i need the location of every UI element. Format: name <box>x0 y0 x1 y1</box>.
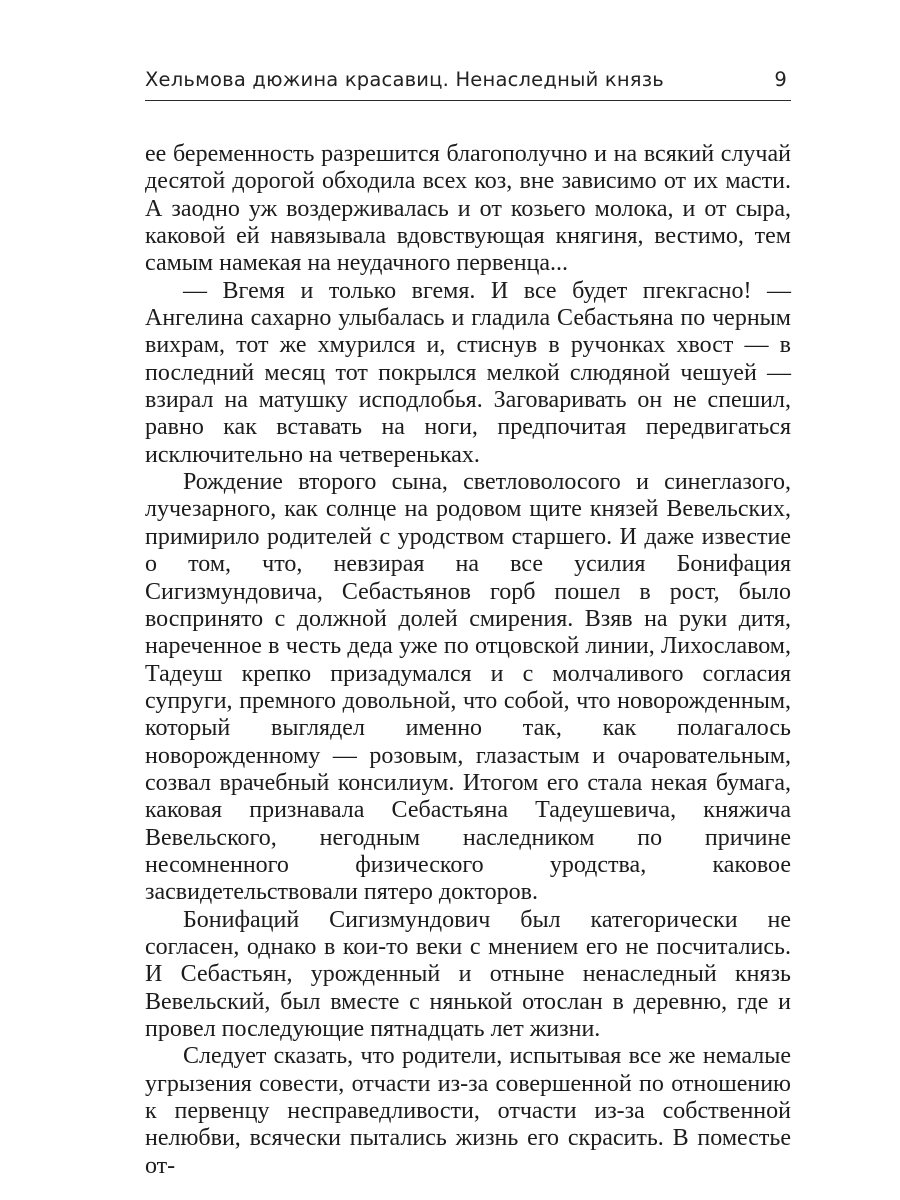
running-title: Хельмова дюжина красавиц. Ненаследный князь <box>145 68 664 91</box>
paragraph-parents: Следует сказать, что родители, испытывая все же немалые угрызения совести, отчасти из-за совершенной по отношению к первенцу несправедливости, отчасти из-за собственной нелюбви, всячески пытались жизнь его скрасить. В поместье от- <box>145 1043 791 1179</box>
paragraph-disinheritance: Бонифаций Сигизмундович был категорически не согласен, однако в кои-то веки с мнением его не посчитались. И Себастьян, урожденный и отныне ненаследный князь Вевельский, был вместе с нянькой отослан в деревню, где и провел последующие пятнадцать лет жизни. <box>145 906 791 1042</box>
body-text <box>145 141 791 1180</box>
paragraph-dialogue: — Вгемя и только вгемя. И все будет пгекгасно! — Ангелина сахарно улыбалась и гладила Себастьяна по черным вихрам, тот же хмурился и, стиснув в ручонках хвост — в последний месяц тот покрылся мелкой слюдяной чешуей — взирал на матушку исподлобья. Заговаривать он не спешил, равно как вставать на ноги, предпочитая передвигаться исключительно на четвереньках. <box>145 277 791 468</box>
page-number: 9 <box>774 68 787 91</box>
paragraph-second-son: Рождение второго сына, светловолосого и синеглазого, лучезарного, как солнце на родовом щите князей Вевельских, примирило родителей с уродством старшего. И даже известие о том, что, невзирая на все усилия Бонифация Сигизмундовича, Себастьянов горб пошел в рост, было воспринято с должной долей смирения. Взяв на руки дитя, нареченное в честь деда уже по отцовской линии, Лихославом, Тадеуш крепко призадумался и с молчаливого согласия супруги, премного довольной, что собой, что новорожденным, который выглядел именно так, как полагалось новорожденному — розовым, глазастым и очаровательным, созвал врачебный консилиум. Итогом его стала некая бумага, каковая признавала Себастьяна Тадеушевича, княжича Вевельского, негодным наследником по причине несомненного физического уродства, каковое засвидетельствовали пятеро докторов. <box>145 469 791 906</box>
running-head <box>145 66 791 101</box>
paragraph-continued: ее беременность разрешится благополучно и на всякий случай десятой дорогой обходила всех коз, вне зависимо от их масти. А заодно уж воздерживалась и от козьего молока, и от сыра, каковой ей навязывала вдовствующая княгиня, вестимо, тем самым намекая на неудачного первенца... <box>145 141 791 277</box>
